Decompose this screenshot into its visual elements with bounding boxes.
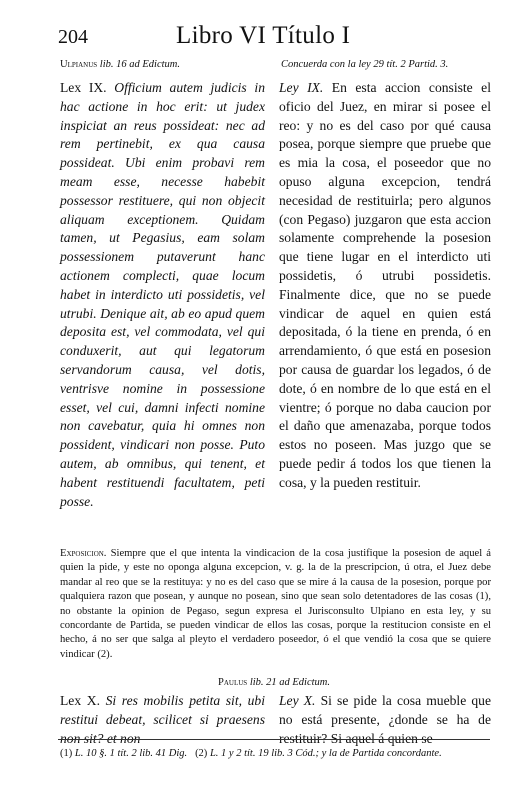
page-header	[58, 22, 490, 52]
footnote-2-text: L. 1 y 2 tít. 19 lib. 3 Cód.; y la de Partida concordante.	[209, 748, 442, 759]
source-author: Ulpianus	[60, 59, 98, 70]
footnote-2-marker: (2)	[195, 748, 208, 759]
running-title: Libro VI Título I	[176, 22, 351, 49]
latin-law-number: Lex X.	[60, 693, 100, 708]
latin-law-number: Lex IX.	[60, 80, 107, 95]
footnote-1-text: L. 10 §. 1 tít. 2 lib. 41 Dig.	[74, 748, 188, 759]
exposition-label: Exposicion.	[60, 548, 107, 559]
source-reference: lib. 16 ad Edictum.	[99, 59, 180, 70]
spanish-text: En esta accion consiste el oficio del Juez, en mirar si posee el reo: y no es del caso por qué causa posea, porque siempre que pruebe que es mia la cosa, el poseedor que no opuso alguna excepcion, tendrá necesidad de restituirla; pero algunos (con Pegaso) juzgaron que esta accion solamente comprehende la posesion que tiene lugar en el interdicto uti possidetis, ó utrubi possidetis. Finalmente dice, que no se puede vindicar de aquel en quien está depositada, ó la tiene en prenda, ó en arrendamiento, ó que está en posesion por causa de guardar los legados, ó de dote, ó en nombre de lo que está en el vientre; ó porque no daba caucion por el daño que amenazaba, porque todos estos no poseen. Mas juzgo que se puede pedir á todos los que tienen la cosa, y la pueden restituir.	[279, 80, 491, 490]
exposition-text: Siempre que el que intenta la vindicacion de la cosa justifique la posesion de aquel á quien la pide, y este no oponga alguna excepcion, v. g. la de la prescripcion, ú otra, el Juez debe mandar al reo que se la restituya: y no es del caso que se mire á la causa de la posesion, porque por qualquiera razon que posean, y aunque no posean, sino que sean solo detentadores de las cosas (1), no obstante la opinion de Pegaso, segun expresa el Jurisconsulto Ulpiano en esta ley, y su concordante de Partida, se pueden vindicar de ellos las cosas, porque la restitucion consiste en el hecho, á no ser que salga al pleyto el verdadero poseedor, ó el que vendió la cosa que se quiere vindicar (2).	[60, 548, 491, 660]
exposition-block	[60, 547, 491, 662]
source-center-2	[218, 677, 330, 688]
footnote-1-marker: (1)	[60, 748, 73, 759]
latin-paragraph	[60, 79, 265, 511]
source-author: Paulus	[218, 677, 248, 688]
spanish-law-number: Ley X.	[279, 693, 316, 708]
spanish-law-number: Ley IX.	[279, 80, 324, 95]
page-number: 204	[58, 26, 88, 48]
source-left-1	[60, 59, 180, 70]
source-right-1: Concuerda con la ley 29 tít. 2 Partid. 3.	[281, 59, 449, 70]
footnote-divider	[58, 739, 490, 740]
source-reference: lib. 21 ad Edictum.	[249, 677, 331, 688]
latin-column-law-9	[60, 79, 265, 511]
spanish-text: Si se pide la cosa mueble que no está presente, ¿donde se ha de restituir? Si aquel á quien se	[279, 693, 491, 746]
latin-text: Officium autem judicis in hac actione in hoc erit: ut judex inspiciat an reus possideat: nec ad rem pertinebit, ex qua causa possideat. Ubi enim probavi rem meam esse, necesse habebit possessor restituere, qui non objecit aliquam exceptionem. Quidam tamen, ut Pegasius, eam solam possessionem putaverunt hanc actionem complecti, quae locum habet in interdicto uti possidetis, vel utrubi. Denique ait, ab eo apud quem deposita est, vel commodata, vel qui conduxerit, aut qui legatorum servandorum causa, vel dotis, ventrisve nomine in possessione esset, vel cui, damni infecti nomine non cavebatur, quia hi omnes non possident, vindicari non posse. Puto autem, ab omnibus, qui tenent, et habent restituendi facultatem, peti posse.	[60, 80, 265, 509]
footnotes	[60, 748, 492, 759]
spanish-column-law-9	[279, 79, 491, 493]
latin-text: Si res mobilis petita sit, ubi restitui debeat, scilicet si praesens non sit? et non	[60, 693, 266, 746]
spanish-paragraph	[279, 79, 491, 493]
